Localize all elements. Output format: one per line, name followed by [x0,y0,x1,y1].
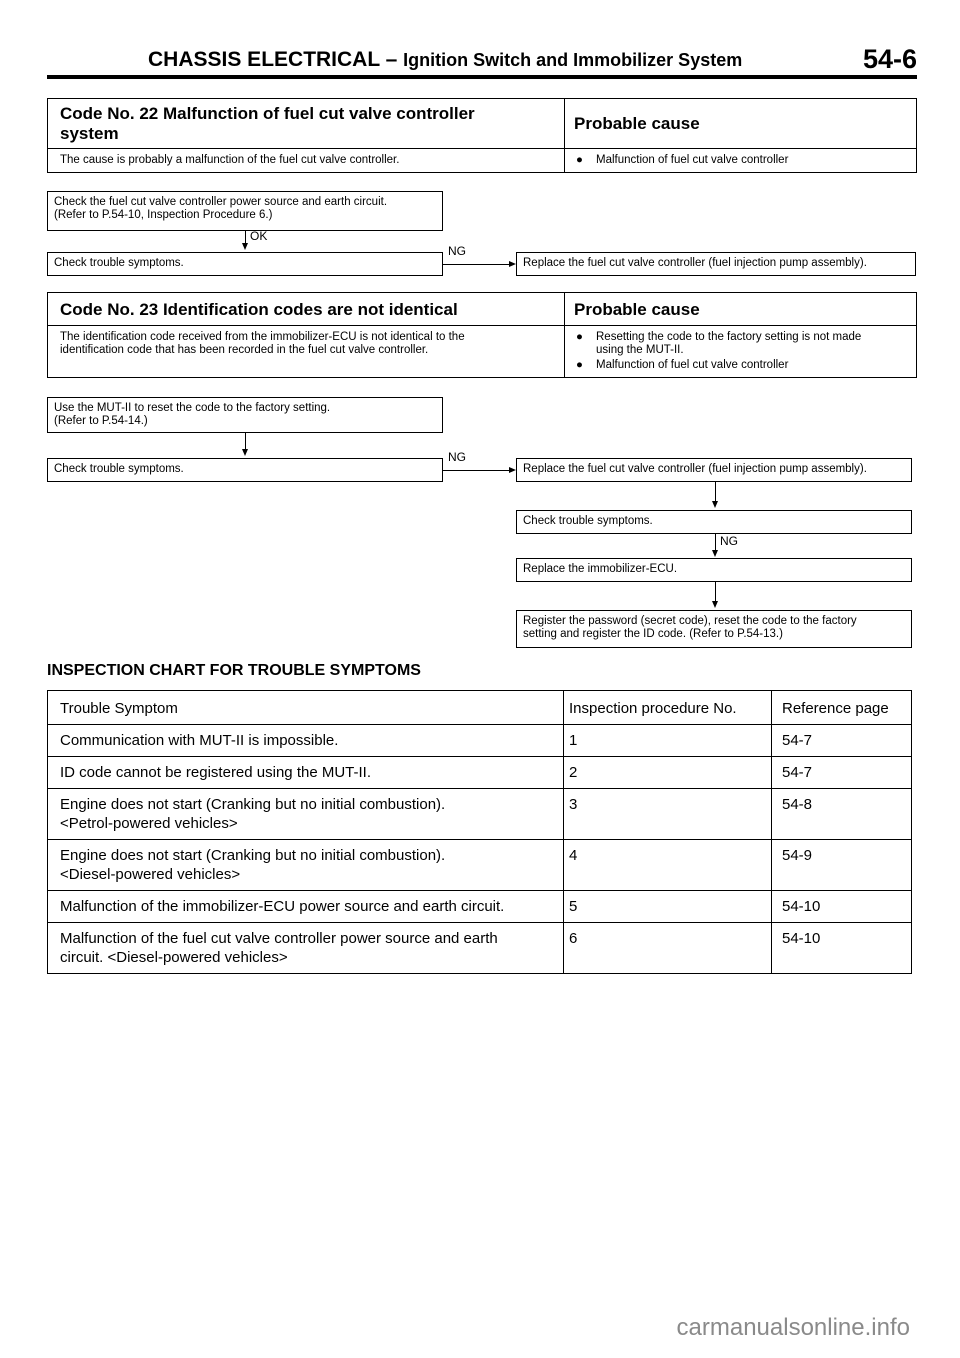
procedure-cell: 2 [564,757,772,789]
reference-cell: 54-10 [772,923,912,974]
symptom-cell: Malfunction of the immobilizer-ECU power source and earth circuit. [48,891,564,923]
reference-cell: 54-7 [772,757,912,789]
page-title [148,48,742,72]
symptom-cell: Engine does not start (Cranking but no initial combustion). <Petrol-powered vehicles> [48,789,564,840]
bullet-icon: ● [576,359,583,371]
column-header-procedure: Inspection procedure No. [564,691,772,725]
flow23-ng-result-box: Replace the fuel cut valve controller (fuel injection pump assembly). [516,458,912,482]
flow23-arrow-1 [245,433,246,451]
flow22-ng-result-box: Replace the fuel cut valve controller (fuel injection pump assembly). [516,252,916,276]
table-row [48,840,912,891]
code-22-title: Code No. 22 Malfunction of fuel cut valve controller system [60,104,475,143]
bullet-icon: ● [576,154,583,166]
inspection-chart-table [47,690,912,974]
table-row [48,757,912,789]
reference-cell: 54-7 [772,725,912,757]
bullet-icon: ● [576,331,583,343]
page-header [47,44,917,80]
table-header-row [48,691,912,725]
procedure-cell: 3 [564,789,772,840]
table-row [48,725,912,757]
watermark: carmanualsonline.info [676,1314,910,1341]
flow23-arrow-ng [443,470,511,471]
flow22-arrow-ok [245,231,246,245]
flow23-ng-label: NG [448,450,466,464]
table-row [48,923,912,974]
section-name: CHASSIS ELECTRICAL – [148,48,398,71]
symptom-cell: Engine does not start (Cranking but no initial combustion). <Diesel-powered vehicles> [48,840,564,891]
flow23-ng-label-2: NG [720,534,738,548]
code-23-cause-item: ● Resetting the code to the factory setting is not made using the MUT-II. [576,331,862,356]
table-row [48,891,912,923]
procedure-cell: 4 [564,840,772,891]
flow23-step3-box: Check trouble symptoms. [516,510,912,534]
subsection-name: Ignition Switch and Immobilizer System [403,50,743,70]
table-row [48,789,912,840]
flow23-step1-box: Use the MUT-II to reset the code to the factory setting. (Refer to P.54-14.) [47,397,443,433]
procedure-cell: 5 [564,891,772,923]
column-header-reference: Reference page [772,691,912,725]
flow22-step1-box: Check the fuel cut valve controller power source and earth circuit. (Refer to P.54-10, Inspection Procedure 6.) [47,191,443,231]
flow23-step4-box: Replace the immobilizer-ECU. [516,558,912,582]
code-22-box [47,98,917,173]
code-23-probable-cause-label: Probable cause [574,300,700,319]
flow23-arrow-3 [715,534,716,552]
symptom-cell: Communication with MUT-II is impossible. [48,725,564,757]
flow23-arrow-2 [715,482,716,503]
flow22-step2-box: Check trouble symptoms. [47,252,443,276]
flow22-ok-label: OK [250,229,268,243]
symptom-cell: ID code cannot be registered using the MUT-II. [48,757,564,789]
procedure-cell: 1 [564,725,772,757]
code-22-probable-cause-label: Probable cause [574,114,700,133]
code-23-title: Code No. 23 Identification codes are not identical [60,300,458,319]
page-number: 54-6 [862,44,917,74]
reference-cell: 54-8 [772,789,912,840]
column-header-symptom: Trouble Symptom [48,691,564,725]
inspection-chart-title: INSPECTION CHART FOR TROUBLE SYMPTOMS [47,662,421,679]
symptom-cell: Malfunction of the fuel cut valve controller power source and earth circuit. <Diesel-powered vehicles> [48,923,564,974]
code-23-cause-item: ● Malfunction of fuel cut valve controller [576,359,789,371]
flow23-arrow-4 [715,582,716,603]
flow23-step2-box: Check trouble symptoms. [47,458,443,482]
reference-cell: 54-10 [772,891,912,923]
flow22-ng-label: NG [448,244,466,258]
procedure-cell: 6 [564,923,772,974]
code-22-description: The cause is probably a malfunction of the fuel cut valve controller. [60,154,400,166]
code-23-description: The identification code received from the immobilizer-ECU is not identical to the identification code that has been recorded in the fuel cut valve controller. [60,331,465,356]
header-rule [47,75,917,79]
code-22-cause-item: ● Malfunction of fuel cut valve controller [576,154,789,166]
flow23-step5-box: Register the password (secret code), reset the code to the factory setting and register the ID code. (Refer to P.54-13.) [516,610,912,648]
flow22-arrow-ng [443,264,511,265]
reference-cell: 54-9 [772,840,912,891]
code-23-box [47,292,917,378]
